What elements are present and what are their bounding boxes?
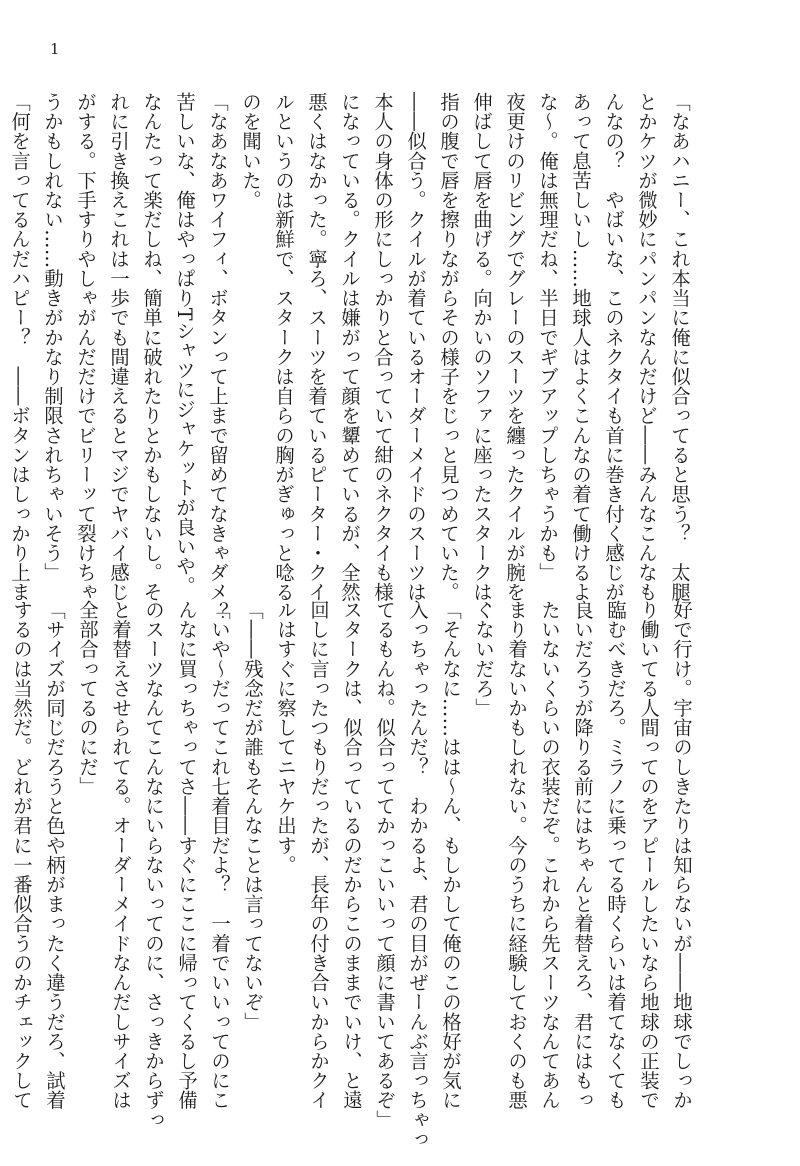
- text-line: 臨むべきだろ。ミラノに乗ってる時くらいは着てなくても: [604, 600, 627, 1110]
- text-line: 回しに言ったつもりだったが、長年の付き合いからかクイ: [307, 600, 330, 1110]
- text-line: スタークは、似合っているのだからこのままでいけ、と遠: [340, 600, 363, 1110]
- text-line: り働いてる人間ってのをアピールしたいなら地球の正装で: [637, 600, 660, 1110]
- text-line: てるもんね。似合っててかっこいいって顔に書いてあるぞ」: [373, 600, 396, 1130]
- text-line: 「何を言ってるんだハピー？ ――ボタンはしっかり上ま: [8, 92, 31, 602]
- text-line: 夜更けのリビングでグレーのスーツを纏ったクイルが腕を: [503, 92, 526, 602]
- page-number: 1: [50, 40, 60, 58]
- lower-text-block: [10, 600, 698, 1150]
- text-line: と着替えさせられてる。オーダーメイドなんだしサイズは: [109, 600, 132, 1110]
- text-line: うかもしれない……動きがかなり制限されちゃいそう」: [41, 92, 64, 583]
- text-line: とかケツが微妙にパンパンなんだけど――みんなこんなも: [635, 92, 658, 602]
- text-line: 「サイズが同じだろうと色や柄がまったく違うだろ、試着: [43, 600, 66, 1110]
- text-line: のスーツなんてこんなにいらないってのに、さっきからずっ: [142, 600, 165, 1130]
- text-line: なんたって楽だしね、簡単に破れたりとかもしないし。そ: [140, 92, 163, 602]
- text-line: 悪くはなかった。寧ろ、スーツを着ているピーター・クイ: [305, 92, 328, 602]
- text-line: 全部合ってるのにだ」: [76, 600, 99, 797]
- text-line: 「――残念だが誰もそんなことは言ってないぞ」: [241, 600, 264, 1032]
- text-line: まり着ないかもしれない。今のうちに経験しておくのも悪: [505, 600, 528, 1110]
- text-line: がする。下手すりやしゃがんだだけでビリーッて裂けちゃ: [74, 92, 97, 602]
- upper-text-block: [8, 92, 696, 622]
- text-line: れに引き換えこれは一歩でも間違えるとマジでヤバイ感じ: [107, 92, 130, 602]
- text-line: ルはすぐに察してニヤケ出す。: [274, 600, 297, 875]
- text-line: ――似合う。クイルが着ているオーダーメイドのスーツは: [404, 92, 427, 602]
- text-line: [0, 92, 3, 562]
- text-line: [0, 600, 5, 1070]
- text-line: 「いや～だってこれ七着目だよ？ 一着でいいってのにこ: [208, 600, 231, 1110]
- text-line: 本人の身体の形にしっかりと合っていて紺のネクタイも様: [371, 92, 394, 602]
- text-line: 「なあハニー、これ本当に俺に似合ってると思う？ 太腿: [668, 92, 691, 602]
- text-line: 伸ばして唇を曲げる。向かいのソファに座ったスタークは、: [470, 92, 493, 622]
- text-line: 「なあなあワイフィ、ボタンって上まで留めてなきゃダメ？: [206, 92, 229, 622]
- text-line: 苦しいな、俺はやっぱりTシャツにジャケットが良いや。: [173, 92, 196, 596]
- text-line: あって息苦しいし……地球人はよくこんなの着て働けるよ: [569, 92, 592, 602]
- text-line: のを聞いた。: [239, 92, 262, 210]
- text-line: んなに買っちゃってさ――すぐにここに帰ってくるし予備: [175, 600, 198, 1110]
- text-line: くないだろ」: [472, 600, 495, 718]
- text-line: んなの？ やばいな、このネクタイも首に巻き付く感じが: [602, 92, 625, 602]
- text-line: 良いだろうが降りる前にはちゃんと着替えろ、君にはもっ: [571, 600, 594, 1110]
- text-line: たいないくらいの衣装だぞ。これから先スーツなんてあん: [538, 600, 561, 1110]
- text-line: 好で行け。宇宙のしきたりは知らないが――地球でしっか: [670, 600, 693, 1110]
- text-line: ルというのは新鮮で、スタークは自らの胸がぎゅっと唸る: [272, 92, 295, 602]
- text-line: な～。俺は無理だね、半日でギブアップしちゃうかも」: [536, 92, 559, 583]
- text-line: するのは当然だ。どれが君に一番似合うのかチェックして: [10, 600, 33, 1110]
- text-line: 入っちゃったんだ？ わかるよ、君の目がぜーんぶ言っちゃっ: [406, 600, 429, 1150]
- text-line: になっている。クイルは嫌がって顔を顰めているが、全然: [338, 92, 361, 602]
- text-line: 「そんなに……はは～ん、もしかして俺のこの格好が気に: [439, 600, 462, 1110]
- text-line: 指の腹で唇を擦りながらその様子をじっと見つめていた。: [437, 92, 460, 602]
